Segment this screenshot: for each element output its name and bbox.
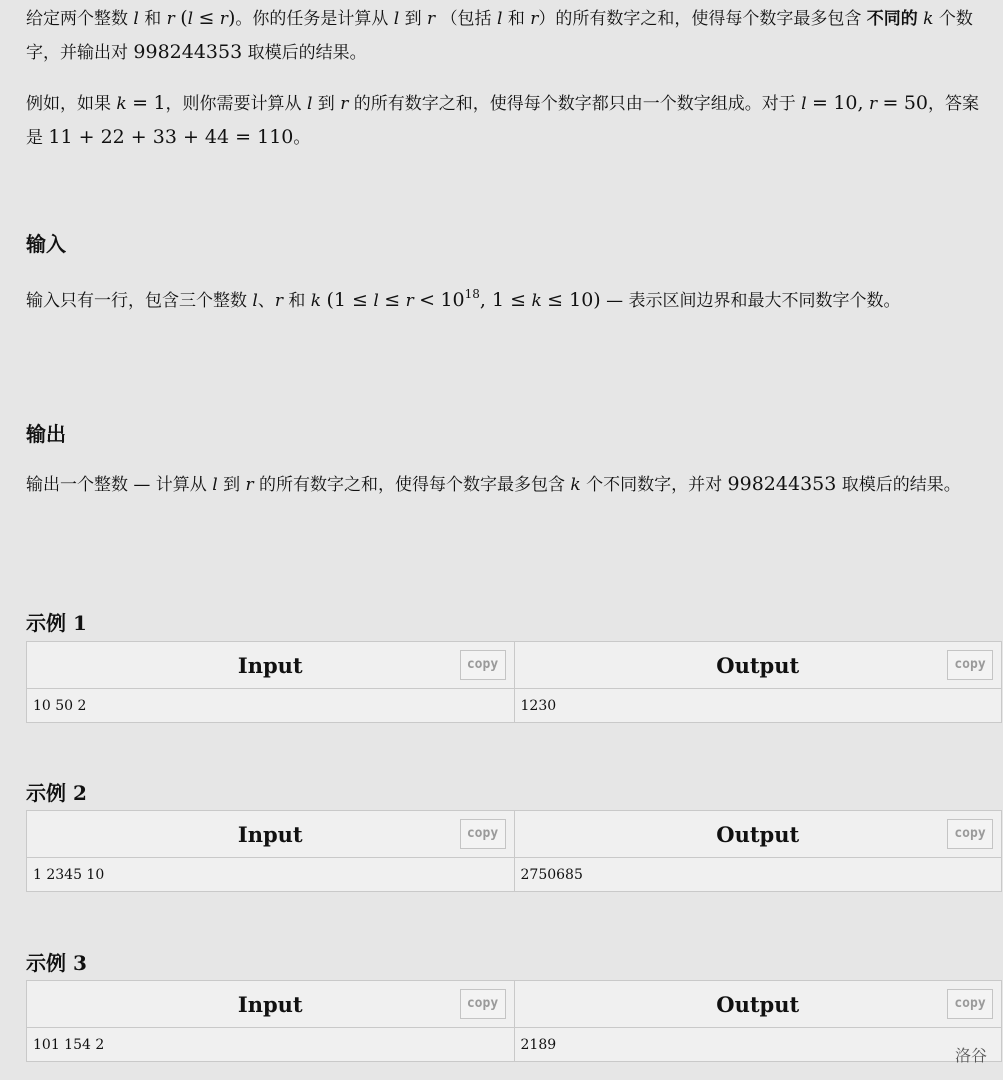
statement-text: 个数字，并输出对 — [26, 9, 973, 63]
math-var-l: l — [187, 9, 194, 29]
sample-heading — [26, 609, 87, 637]
table-row — [27, 689, 1002, 723]
sample-output-cell: 2189 — [514, 1028, 1002, 1062]
math-var-l: l — [252, 291, 258, 311]
statement-text: 到 — [223, 475, 241, 495]
statement-text: 取模后的结果。 — [841, 475, 961, 495]
statement-text: 给定两个整数 — [26, 9, 128, 29]
table-row — [27, 1028, 1002, 1062]
copy-output-button[interactable]: copy — [947, 650, 993, 680]
math-var-l: l — [212, 475, 218, 495]
output-header-label: Output — [716, 652, 800, 678]
modulus-value: 998244353 — [133, 41, 243, 63]
statement-text: 和 — [507, 9, 525, 29]
math-var-l: l — [373, 291, 379, 311]
copy-input-button[interactable]: copy — [460, 819, 506, 849]
statement-text: ，则你需要计算从 — [165, 94, 302, 114]
statement-text: 。你的任务是计算从 — [235, 9, 389, 29]
sample-input-cell: 10 50 2 — [27, 689, 515, 723]
math-var-k: k — [310, 291, 322, 311]
math-exponent: 18 — [464, 287, 480, 301]
copy-input-button[interactable]: copy — [460, 989, 506, 1019]
math-var-k: k — [570, 475, 581, 495]
input-header — [27, 981, 515, 1028]
math-range: , 1 ≤ — [479, 289, 527, 311]
statement-text: 输出一个整数 — 计算从 — [26, 475, 207, 495]
statement-text: 输入只有一行，包含三个整数 — [26, 291, 247, 311]
copy-output-button[interactable]: copy — [947, 819, 993, 849]
sample-output-cell: 2750685 — [514, 858, 1002, 892]
input-header-label: Input — [237, 652, 303, 678]
statement-text: ，答案是 — [26, 94, 980, 148]
math-paren: ) — [227, 7, 236, 29]
sample-heading — [26, 949, 87, 977]
math-eq: = — [812, 92, 828, 114]
statement-paragraph — [26, 2, 988, 70]
math-var-r: r — [427, 9, 436, 29]
math-var-l: l — [801, 94, 807, 114]
modulus-value: 998244353 — [727, 473, 837, 495]
math-var-l: l — [306, 94, 313, 114]
statement-text: 、 — [257, 291, 275, 311]
sample-output-cell: 1230 — [514, 689, 1002, 723]
math-var-r: r — [340, 94, 349, 114]
statement-text: 的所有数字之和，使得每个数字最多包含 — [259, 475, 566, 495]
input-header — [27, 811, 515, 858]
math-number: 50 — [903, 92, 929, 114]
input-header-label: Input — [237, 991, 303, 1017]
statement-text: 个不同数字，并对 — [586, 475, 723, 495]
math-paren: ( — [180, 7, 188, 29]
math-comma: , — [857, 92, 864, 114]
input-header-label: Input — [237, 821, 303, 847]
statement-text: 和 — [144, 9, 162, 29]
sample-input-cell: 1 2345 10 — [27, 858, 515, 892]
math-var-r: r — [405, 291, 414, 311]
sample-number: 1 — [72, 611, 87, 635]
input-header — [27, 642, 515, 689]
copy-output-button[interactable]: copy — [947, 989, 993, 1019]
math-var-l: l — [496, 9, 503, 29]
math-var-k: k — [923, 9, 934, 29]
math-var-k: k — [116, 94, 127, 114]
output-header — [514, 642, 1002, 689]
output-header-label: Output — [716, 991, 800, 1017]
example-paragraph — [26, 87, 988, 155]
math-leq: ≤ — [384, 289, 401, 311]
statement-text: 的所有数字之和，使得每个数字都只由一个数字组成。对于 — [353, 94, 796, 114]
statement-text: 到 — [404, 9, 422, 29]
output-paragraph — [26, 468, 988, 502]
output-header — [514, 811, 1002, 858]
sample-table — [26, 980, 1002, 1062]
sample-heading — [26, 779, 87, 807]
math-var-r: r — [274, 291, 283, 311]
sample-number: 3 — [72, 951, 87, 975]
statement-text: 取模后的结果。 — [247, 43, 367, 63]
table-row — [27, 858, 1002, 892]
math-range: (1 ≤ — [326, 289, 368, 311]
luogu-watermark: 洛谷 — [954, 1046, 987, 1065]
statement-text: 和 — [288, 291, 306, 311]
math-number: 10 — [833, 92, 858, 114]
math-var-r: r — [245, 475, 254, 495]
math-example-sum: 11 + 22 + 33 + 44 = 110 — [48, 126, 294, 148]
math-number: 10 — [440, 289, 465, 311]
sample-heading-text: 示例 — [26, 951, 66, 975]
math-var-r: r — [868, 94, 878, 114]
output-header-label: Output — [716, 821, 800, 847]
math-var-r: r — [530, 9, 539, 29]
statement-text: 到 — [317, 94, 335, 114]
input-paragraph — [26, 278, 988, 318]
sample-table — [26, 641, 1002, 723]
math-var-k: k — [531, 291, 542, 311]
statement-text: — 表示区间边界和最大不同数字个数。 — [606, 291, 901, 311]
math-leq: ≤ — [198, 7, 215, 29]
input-heading: 输入 — [26, 232, 66, 256]
math-lt: < — [419, 289, 436, 311]
math-number: 1 — [153, 92, 166, 114]
math-var-l: l — [393, 9, 400, 29]
math-var-r: r — [219, 9, 228, 29]
output-header — [514, 981, 1002, 1028]
sample-number: 2 — [72, 781, 87, 805]
statement-text: （包括 — [440, 9, 492, 29]
copy-input-button[interactable]: copy — [460, 650, 506, 680]
statement-text: 。 — [293, 128, 311, 148]
sample-input-cell: 101 154 2 — [27, 1028, 515, 1062]
sample-heading-text: 示例 — [26, 781, 66, 805]
sample-table — [26, 810, 1002, 892]
statement-text: 例如，如果 — [26, 94, 111, 114]
math-var-l: l — [133, 9, 139, 29]
math-eq: = — [132, 92, 149, 114]
math-range: ≤ 10) — [547, 289, 601, 311]
output-heading: 输出 — [26, 422, 66, 446]
math-var-r: r — [166, 9, 175, 29]
sample-heading-text: 示例 — [26, 611, 66, 635]
bold-text: 不同的 — [866, 9, 918, 29]
math-eq: = — [882, 92, 899, 114]
statement-text: ）的所有数字之和，使得每个数字最多包含 — [538, 9, 862, 29]
